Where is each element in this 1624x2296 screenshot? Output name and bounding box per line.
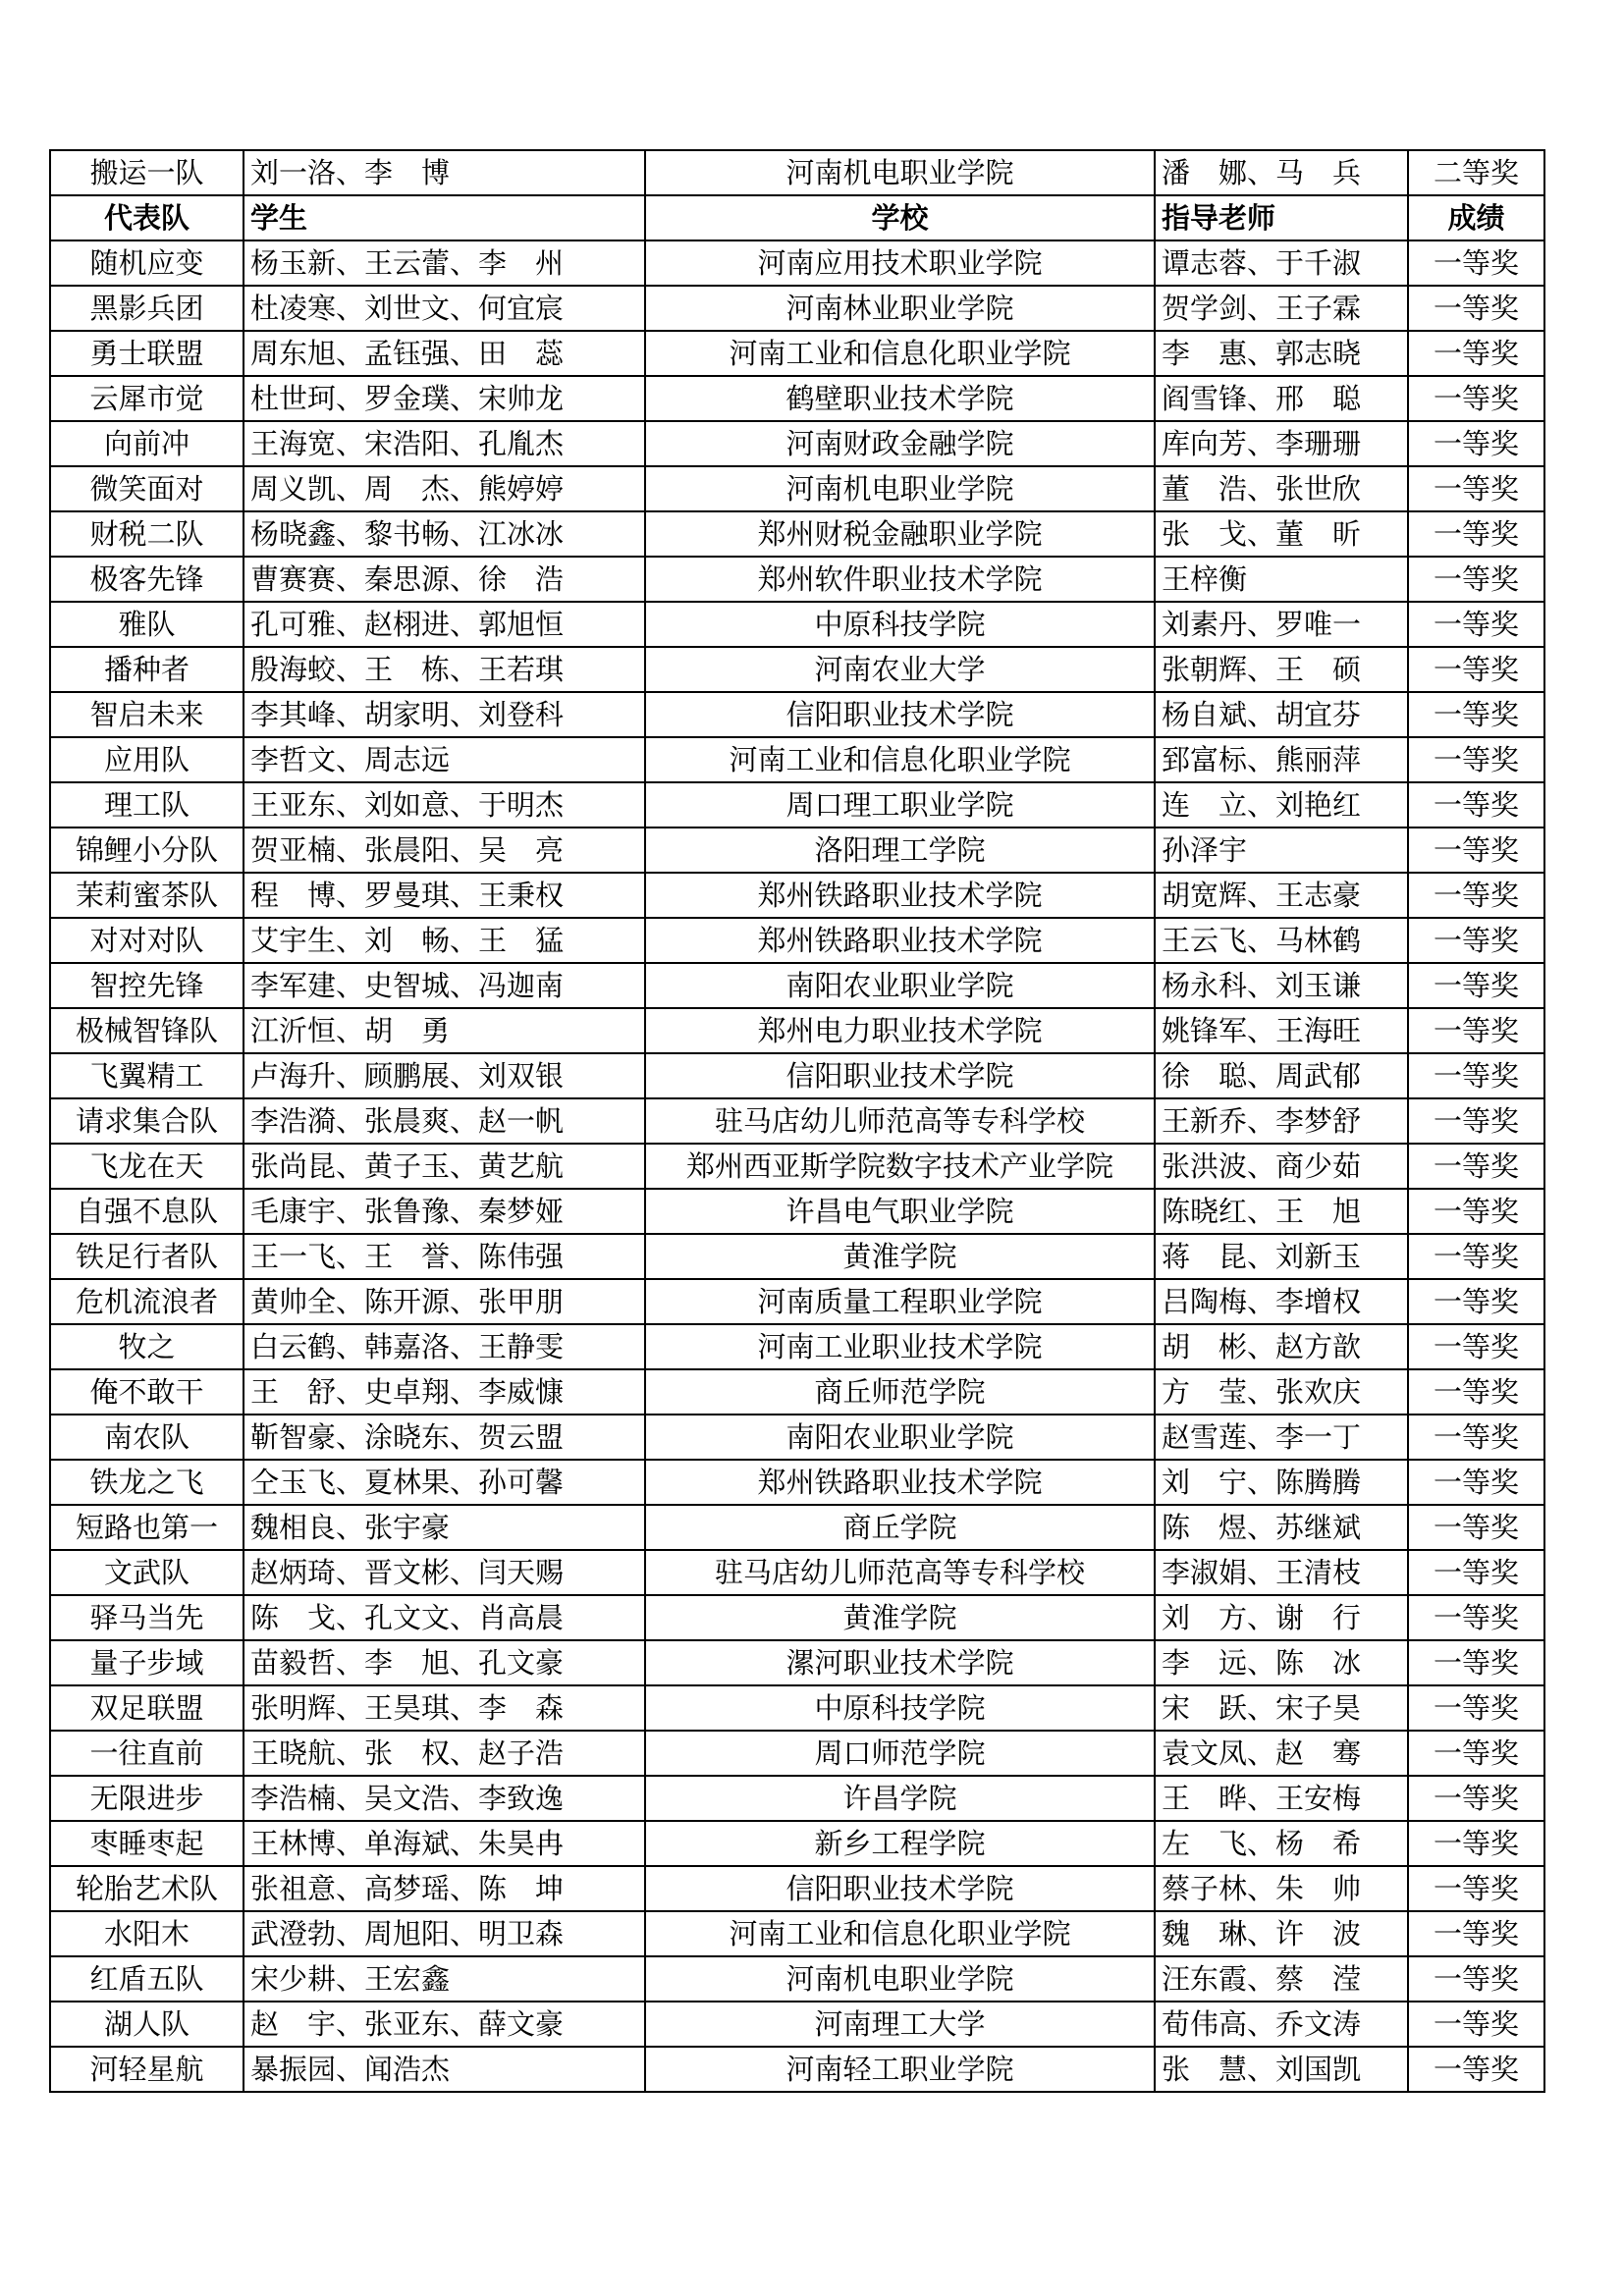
cell-award: 一等奖 [1408, 2047, 1544, 2092]
cell-school: 商丘学院 [645, 1505, 1155, 1550]
cell-school: 河南机电职业学院 [645, 150, 1155, 195]
cell-team: 智控先锋 [50, 963, 244, 1008]
cell-teachers: 刘 方、谢 行 [1155, 1595, 1408, 1640]
table-row [50, 331, 1544, 376]
table-row [50, 1415, 1544, 1460]
cell-school: 河南财政金融学院 [645, 421, 1155, 466]
cell-award: 一等奖 [1408, 1776, 1544, 1821]
column-header-students: 学生 [244, 195, 645, 240]
cell-award: 一等奖 [1408, 1460, 1544, 1505]
cell-award: 一等奖 [1408, 647, 1544, 692]
cell-school: 信阳职业技术学院 [645, 692, 1155, 737]
cell-school: 洛阳理工学院 [645, 828, 1155, 873]
cell-school: 河南工业和信息化职业学院 [645, 737, 1155, 782]
cell-teachers: 潘 娜、马 兵 [1155, 150, 1408, 195]
cell-teachers: 左 飞、杨 希 [1155, 1821, 1408, 1866]
cell-school: 新乡工程学院 [645, 1821, 1155, 1866]
cell-school: 郑州铁路职业技术学院 [645, 873, 1155, 918]
cell-school: 河南机电职业学院 [645, 466, 1155, 511]
cell-students: 王晓航、张 权、赵子浩 [244, 1731, 645, 1776]
cell-award: 一等奖 [1408, 1821, 1544, 1866]
cell-teachers: 蒋 昆、刘新玉 [1155, 1234, 1408, 1279]
cell-team: 红盾五队 [50, 1956, 244, 2002]
cell-teachers: 李 惠、郭志晓 [1155, 331, 1408, 376]
cell-teachers: 宋 跃、宋子昊 [1155, 1685, 1408, 1731]
column-header-award: 成绩 [1408, 195, 1544, 240]
cell-award: 一等奖 [1408, 1008, 1544, 1053]
cell-school: 郑州财税金融职业学院 [645, 511, 1155, 557]
table-row [50, 1685, 1544, 1731]
cell-team: 自强不息队 [50, 1189, 244, 1234]
cell-award: 一等奖 [1408, 873, 1544, 918]
cell-students: 杨玉新、王云蕾、李 州 [244, 240, 645, 286]
cell-teachers: 王梓衡 [1155, 557, 1408, 602]
table-row [50, 1595, 1544, 1640]
cell-teachers: 王新乔、李梦舒 [1155, 1098, 1408, 1144]
cell-team: 雅队 [50, 602, 244, 647]
cell-award: 一等奖 [1408, 692, 1544, 737]
cell-award: 一等奖 [1408, 1911, 1544, 1956]
cell-students: 王亚东、刘如意、于明杰 [244, 782, 645, 828]
cell-team: 茉莉蜜茶队 [50, 873, 244, 918]
cell-award: 二等奖 [1408, 150, 1544, 195]
awards-table-body [50, 150, 1544, 2092]
table-row [50, 421, 1544, 466]
cell-team: 对对对队 [50, 918, 244, 963]
cell-team: 极械智锋队 [50, 1008, 244, 1053]
cell-teachers: 张 戈、董 昕 [1155, 511, 1408, 557]
table-row [50, 1505, 1544, 1550]
cell-team: 应用队 [50, 737, 244, 782]
cell-school: 郑州铁路职业技术学院 [645, 918, 1155, 963]
table-row [50, 602, 1544, 647]
table-row [50, 557, 1544, 602]
cell-team: 微笑面对 [50, 466, 244, 511]
cell-team: 随机应变 [50, 240, 244, 286]
cell-teachers: 张朝辉、王 硕 [1155, 647, 1408, 692]
cell-teachers: 吕陶梅、李增权 [1155, 1279, 1408, 1324]
cell-teachers: 王云飞、马林鹤 [1155, 918, 1408, 963]
cell-team: 量子步域 [50, 1640, 244, 1685]
cell-school: 南阳农业职业学院 [645, 1415, 1155, 1460]
cell-students: 周东旭、孟钰强、田 蕊 [244, 331, 645, 376]
cell-students: 李其峰、胡家明、刘登科 [244, 692, 645, 737]
cell-students: 程 博、罗曼琪、王秉权 [244, 873, 645, 918]
table-row [50, 1053, 1544, 1098]
cell-students: 王 舒、史卓翔、李威慷 [244, 1369, 645, 1415]
cell-school: 河南工业和信息化职业学院 [645, 331, 1155, 376]
cell-award: 一等奖 [1408, 1731, 1544, 1776]
cell-award: 一等奖 [1408, 1685, 1544, 1731]
cell-school: 许昌电气职业学院 [645, 1189, 1155, 1234]
cell-team: 枣睡枣起 [50, 1821, 244, 1866]
cell-award: 一等奖 [1408, 1415, 1544, 1460]
cell-teachers: 杨永科、刘玉谦 [1155, 963, 1408, 1008]
cell-students: 周义凯、周 杰、熊婷婷 [244, 466, 645, 511]
cell-team: 智启未来 [50, 692, 244, 737]
cell-students: 曹赛赛、秦思源、徐 浩 [244, 557, 645, 602]
cell-team: 播种者 [50, 647, 244, 692]
table-row [50, 2002, 1544, 2047]
cell-award: 一等奖 [1408, 918, 1544, 963]
cell-team: 飞龙在天 [50, 1144, 244, 1189]
table-row [50, 1866, 1544, 1911]
cell-team: 俺不敢干 [50, 1369, 244, 1415]
cell-students: 王林博、单海斌、朱昊冉 [244, 1821, 645, 1866]
cell-team: 南农队 [50, 1415, 244, 1460]
cell-team: 飞翼精工 [50, 1053, 244, 1098]
cell-teachers: 陈 煜、苏继斌 [1155, 1505, 1408, 1550]
cell-students: 杜凌寒、刘世文、何宜宸 [244, 286, 645, 331]
cell-award: 一等奖 [1408, 1595, 1544, 1640]
cell-award: 一等奖 [1408, 1324, 1544, 1369]
table-row [50, 240, 1544, 286]
cell-team: 轮胎艺术队 [50, 1866, 244, 1911]
table-row [50, 466, 1544, 511]
cell-teachers: 胡宽辉、王志豪 [1155, 873, 1408, 918]
cell-teachers: 阎雪锋、邢 聪 [1155, 376, 1408, 421]
cell-team: 铁龙之飞 [50, 1460, 244, 1505]
table-row [50, 873, 1544, 918]
cell-teachers: 谭志蓉、于千淑 [1155, 240, 1408, 286]
cell-teachers: 董 浩、张世欣 [1155, 466, 1408, 511]
cell-students: 杜世珂、罗金璞、宋帅龙 [244, 376, 645, 421]
table-row [50, 782, 1544, 828]
cell-teachers: 蔡子林、朱 帅 [1155, 1866, 1408, 1911]
cell-students: 张明辉、王昊琪、李 森 [244, 1685, 645, 1731]
cell-school: 河南应用技术职业学院 [645, 240, 1155, 286]
cell-team: 短路也第一 [50, 1505, 244, 1550]
cell-teachers: 刘 宁、陈腾腾 [1155, 1460, 1408, 1505]
table-row [50, 1821, 1544, 1866]
table-row [50, 692, 1544, 737]
cell-teachers: 方 莹、张欢庆 [1155, 1369, 1408, 1415]
cell-team: 文武队 [50, 1550, 244, 1595]
cell-teachers: 刘素丹、罗唯一 [1155, 602, 1408, 647]
cell-students: 白云鹤、韩嘉洛、王静雯 [244, 1324, 645, 1369]
cell-award: 一等奖 [1408, 240, 1544, 286]
cell-team: 极客先锋 [50, 557, 244, 602]
cell-teachers: 汪东霞、蔡 滢 [1155, 1956, 1408, 2002]
table-row [50, 1098, 1544, 1144]
cell-award: 一等奖 [1408, 1866, 1544, 1911]
table-header-row [50, 195, 1544, 240]
cell-school: 郑州西亚斯学院数字技术产业学院 [645, 1144, 1155, 1189]
cell-award: 一等奖 [1408, 421, 1544, 466]
cell-award: 一等奖 [1408, 286, 1544, 331]
table-row [50, 828, 1544, 873]
cell-students: 陈 戈、孔文文、肖高晨 [244, 1595, 645, 1640]
cell-school: 信阳职业技术学院 [645, 1866, 1155, 1911]
cell-students: 王一飞、王 誉、陈伟强 [244, 1234, 645, 1279]
cell-students: 殷海蛟、王 栋、王若琪 [244, 647, 645, 692]
cell-school: 河南林业职业学院 [645, 286, 1155, 331]
cell-school: 许昌学院 [645, 1776, 1155, 1821]
cell-students: 李浩楠、吴文浩、李致逸 [244, 1776, 645, 1821]
cell-students: 卢海升、顾鹏展、刘双银 [244, 1053, 645, 1098]
cell-award: 一等奖 [1408, 1234, 1544, 1279]
table-row [50, 918, 1544, 963]
cell-students: 靳智豪、涂晓东、贺云盟 [244, 1415, 645, 1460]
cell-award: 一等奖 [1408, 1640, 1544, 1685]
cell-students: 杨晓鑫、黎书畅、江冰冰 [244, 511, 645, 557]
cell-team: 搬运一队 [50, 150, 244, 195]
table-row [50, 1731, 1544, 1776]
cell-team: 水阳木 [50, 1911, 244, 1956]
cell-team: 牧之 [50, 1324, 244, 1369]
cell-teachers: 陈晓红、王 旭 [1155, 1189, 1408, 1234]
cell-award: 一等奖 [1408, 602, 1544, 647]
cell-award: 一等奖 [1408, 466, 1544, 511]
cell-teachers: 李淑娟、王清枝 [1155, 1550, 1408, 1595]
table-row [50, 2047, 1544, 2092]
cell-students: 李浩漪、张晨爽、赵一帆 [244, 1098, 645, 1144]
column-header-school: 学校 [645, 195, 1155, 240]
cell-teachers: 杨自斌、胡宜芬 [1155, 692, 1408, 737]
cell-team: 云犀市觉 [50, 376, 244, 421]
cell-award: 一等奖 [1408, 1189, 1544, 1234]
cell-students: 赵 宇、张亚东、薛文豪 [244, 2002, 645, 2047]
cell-school: 河南机电职业学院 [645, 1956, 1155, 2002]
awards-table [49, 149, 1545, 2093]
cell-award: 一等奖 [1408, 557, 1544, 602]
cell-teachers: 姚锋军、王海旺 [1155, 1008, 1408, 1053]
cell-team: 向前冲 [50, 421, 244, 466]
cell-school: 河南轻工职业学院 [645, 2047, 1155, 2092]
cell-teachers: 贺学剑、王子霖 [1155, 286, 1408, 331]
table-row [50, 1956, 1544, 2002]
cell-team: 河轻星航 [50, 2047, 244, 2092]
cell-students: 暴振园、闻浩杰 [244, 2047, 645, 2092]
cell-students: 刘一洛、李 博 [244, 150, 645, 195]
cell-school: 信阳职业技术学院 [645, 1053, 1155, 1098]
cell-teachers: 张洪波、商少茹 [1155, 1144, 1408, 1189]
cell-students: 魏相良、张宇豪 [244, 1505, 645, 1550]
cell-team: 请求集合队 [50, 1098, 244, 1144]
cell-students: 张祖意、高梦瑶、陈 坤 [244, 1866, 645, 1911]
cell-school: 郑州电力职业技术学院 [645, 1008, 1155, 1053]
cell-team: 铁足行者队 [50, 1234, 244, 1279]
table-row [50, 1279, 1544, 1324]
cell-teachers: 李 远、陈 冰 [1155, 1640, 1408, 1685]
cell-award: 一等奖 [1408, 1956, 1544, 2002]
column-header-teachers: 指导老师 [1155, 195, 1408, 240]
cell-school: 河南质量工程职业学院 [645, 1279, 1155, 1324]
table-row [50, 647, 1544, 692]
cell-students: 艾宇生、刘 畅、王 猛 [244, 918, 645, 963]
cell-teachers: 郅富标、熊丽萍 [1155, 737, 1408, 782]
table-row [50, 376, 1544, 421]
table-row [50, 1460, 1544, 1505]
cell-teachers: 荀伟高、乔文涛 [1155, 2002, 1408, 2047]
cell-school: 漯河职业技术学院 [645, 1640, 1155, 1685]
cell-team: 勇士联盟 [50, 331, 244, 376]
table-row [50, 1144, 1544, 1189]
cell-school: 商丘师范学院 [645, 1369, 1155, 1415]
table-row [50, 511, 1544, 557]
cell-award: 一等奖 [1408, 376, 1544, 421]
cell-team: 一往直前 [50, 1731, 244, 1776]
cell-school: 河南理工大学 [645, 2002, 1155, 2047]
cell-award: 一等奖 [1408, 1369, 1544, 1415]
cell-award: 一等奖 [1408, 1550, 1544, 1595]
cell-award: 一等奖 [1408, 737, 1544, 782]
cell-school: 周口师范学院 [645, 1731, 1155, 1776]
table-row [50, 1234, 1544, 1279]
cell-students: 赵炳琦、晋文彬、闫天赐 [244, 1550, 645, 1595]
cell-team: 湖人队 [50, 2002, 244, 2047]
cell-school: 中原科技学院 [645, 1685, 1155, 1731]
cell-teachers: 连 立、刘艳红 [1155, 782, 1408, 828]
table-row [50, 1550, 1544, 1595]
cell-team: 驿马当先 [50, 1595, 244, 1640]
cell-students: 李哲文、周志远 [244, 737, 645, 782]
cell-school: 周口理工职业学院 [645, 782, 1155, 828]
table-row [50, 963, 1544, 1008]
cell-team: 危机流浪者 [50, 1279, 244, 1324]
cell-school: 河南工业职业技术学院 [645, 1324, 1155, 1369]
table-row [50, 286, 1544, 331]
cell-school: 驻马店幼儿师范高等专科学校 [645, 1098, 1155, 1144]
cell-students: 武澄勃、周旭阳、明卫森 [244, 1911, 645, 1956]
cell-teachers: 魏 琳、许 波 [1155, 1911, 1408, 1956]
cell-award: 一等奖 [1408, 2002, 1544, 2047]
cell-students: 苗毅哲、李 旭、孔文豪 [244, 1640, 645, 1685]
cell-teachers: 王 晔、王安梅 [1155, 1776, 1408, 1821]
cell-award: 一等奖 [1408, 828, 1544, 873]
table-row [50, 1776, 1544, 1821]
cell-teachers: 赵雪莲、李一丁 [1155, 1415, 1408, 1460]
cell-school: 郑州铁路职业技术学院 [645, 1460, 1155, 1505]
cell-school: 中原科技学院 [645, 602, 1155, 647]
cell-team: 锦鲤小分队 [50, 828, 244, 873]
cell-school: 黄淮学院 [645, 1234, 1155, 1279]
table-row [50, 150, 1544, 195]
cell-award: 一等奖 [1408, 331, 1544, 376]
cell-school: 河南工业和信息化职业学院 [645, 1911, 1155, 1956]
cell-students: 孔可雅、赵栩进、郭旭恒 [244, 602, 645, 647]
cell-award: 一等奖 [1408, 1098, 1544, 1144]
cell-teachers: 胡 彬、赵方歆 [1155, 1324, 1408, 1369]
cell-students: 张尚昆、黄子玉、黄艺航 [244, 1144, 645, 1189]
cell-team: 双足联盟 [50, 1685, 244, 1731]
cell-students: 毛康宇、张鲁豫、秦梦娅 [244, 1189, 645, 1234]
cell-team: 理工队 [50, 782, 244, 828]
cell-school: 驻马店幼儿师范高等专科学校 [645, 1550, 1155, 1595]
cell-school: 郑州软件职业技术学院 [645, 557, 1155, 602]
cell-teachers: 库向芳、李珊珊 [1155, 421, 1408, 466]
cell-award: 一等奖 [1408, 1279, 1544, 1324]
table-row [50, 1189, 1544, 1234]
cell-award: 一等奖 [1408, 782, 1544, 828]
table-row [50, 1008, 1544, 1053]
cell-school: 河南农业大学 [645, 647, 1155, 692]
table-row [50, 1911, 1544, 1956]
cell-award: 一等奖 [1408, 963, 1544, 1008]
table-row [50, 737, 1544, 782]
cell-school: 南阳农业职业学院 [645, 963, 1155, 1008]
cell-students: 宋少耕、王宏鑫 [244, 1956, 645, 2002]
cell-students: 江沂恒、胡 勇 [244, 1008, 645, 1053]
cell-award: 一等奖 [1408, 511, 1544, 557]
table-row [50, 1324, 1544, 1369]
cell-students: 贺亚楠、张晨阳、吴 亮 [244, 828, 645, 873]
table-row [50, 1369, 1544, 1415]
cell-students: 仝玉飞、夏林果、孙可馨 [244, 1460, 645, 1505]
cell-teachers: 袁文凤、赵 骞 [1155, 1731, 1408, 1776]
cell-students: 王海宽、宋浩阳、孔胤杰 [244, 421, 645, 466]
cell-award: 一等奖 [1408, 1505, 1544, 1550]
cell-students: 黄帅全、陈开源、张甲朋 [244, 1279, 645, 1324]
column-header-team: 代表队 [50, 195, 244, 240]
cell-teachers: 孙泽宇 [1155, 828, 1408, 873]
cell-teachers: 徐 聪、周武郁 [1155, 1053, 1408, 1098]
cell-award: 一等奖 [1408, 1053, 1544, 1098]
cell-teachers: 张 慧、刘国凯 [1155, 2047, 1408, 2092]
cell-award: 一等奖 [1408, 1144, 1544, 1189]
cell-school: 黄淮学院 [645, 1595, 1155, 1640]
cell-school: 鹤壁职业技术学院 [645, 376, 1155, 421]
cell-team: 无限进步 [50, 1776, 244, 1821]
table-row [50, 1640, 1544, 1685]
cell-team: 财税二队 [50, 511, 244, 557]
cell-team: 黑影兵团 [50, 286, 244, 331]
cell-students: 李军建、史智城、冯迦南 [244, 963, 645, 1008]
